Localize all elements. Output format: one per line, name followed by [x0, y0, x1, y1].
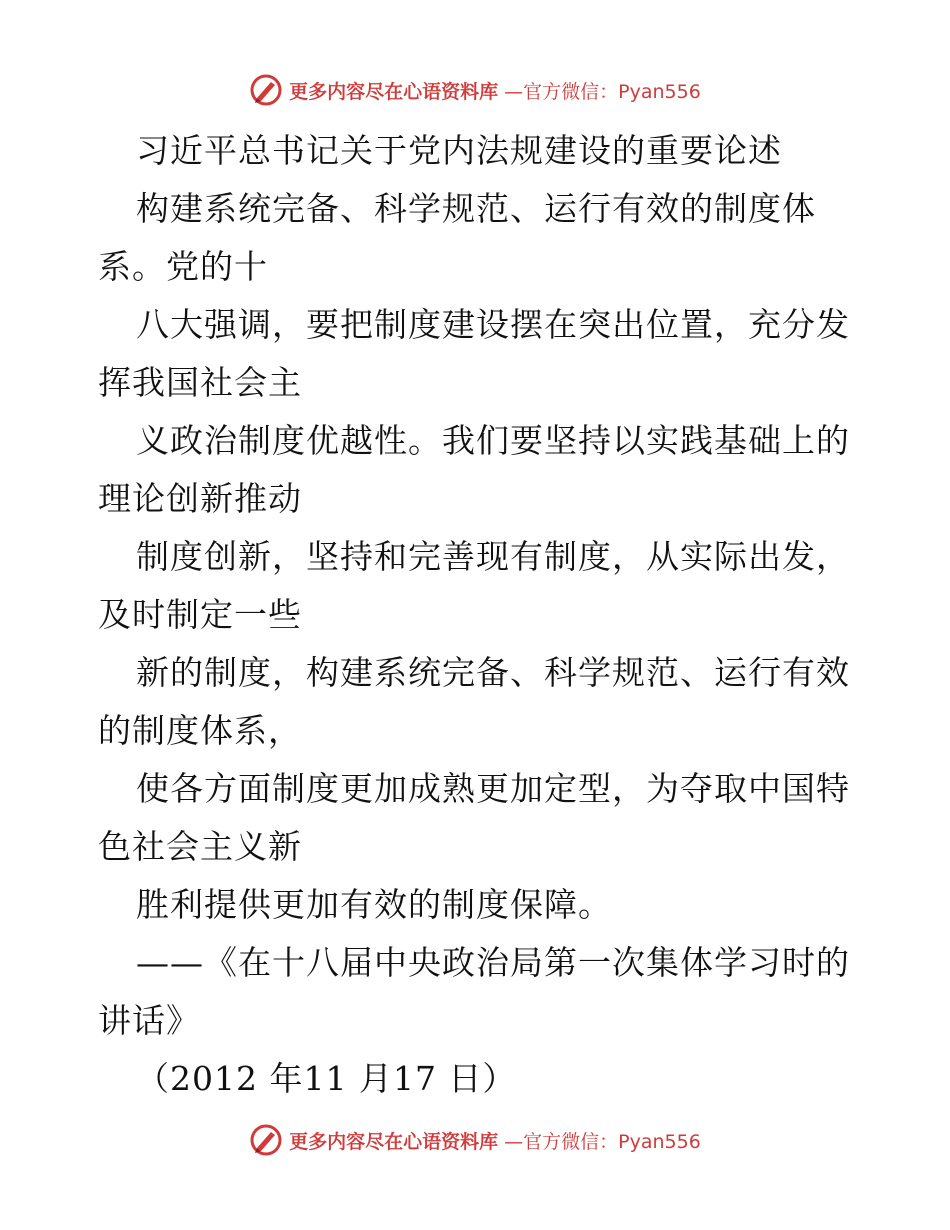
banner-wechat-text: —官方微信：Pyan556 [504, 1130, 701, 1153]
text-line: 制度创新，坚持和完善现有制度，从实际出发， [136, 537, 850, 576]
text-line: 义政治制度优越性。我们要坚持以实践基础上的 [136, 421, 850, 460]
text-line: 八大强调，要把制度建设摆在突出位置，充分发 [136, 305, 850, 344]
header-banner [0, 70, 950, 110]
text-line: 及时制定一些 [98, 595, 302, 634]
footer-banner [0, 1120, 950, 1160]
text-line: 使各方面制度更加成熟更加定型，为夺取中国特 [136, 769, 850, 808]
text-line: 色社会主义新 [98, 827, 302, 866]
text-line: 胜利提供更加有效的制度保障。 [136, 885, 612, 924]
text-line: 新的制度，构建系统完备、科学规范、运行有效 [136, 653, 850, 692]
banner-wechat-text: —官方微信：Pyan556 [504, 80, 701, 103]
footer-banner-content [249, 1123, 701, 1157]
header-banner-content [249, 73, 701, 107]
text-line: 构建系统完备、科学规范、运行有效的制度体 [136, 189, 816, 228]
text-line: 理论创新推动 [98, 479, 302, 518]
text-line: 系。党的十 [98, 247, 268, 286]
pen-logo-icon [249, 73, 283, 107]
text-line: 讲话》 [98, 1001, 200, 1040]
document-body [98, 122, 868, 1108]
text-line: 习近平总书记关于党内法规建设的重要论述 [136, 131, 782, 170]
banner-site-text: 更多内容尽在心语资料库 [289, 1130, 499, 1153]
text-line: 挥我国社会主 [98, 363, 302, 402]
date-line: （2012 年11 月17 日） [136, 1059, 517, 1098]
text-line: ——《在十八届中央政治局第一次集体学习时的 [136, 943, 850, 982]
pen-logo-icon [249, 1123, 283, 1157]
banner-site-text: 更多内容尽在心语资料库 [289, 80, 499, 103]
text-line: 的制度体系， [98, 711, 302, 750]
